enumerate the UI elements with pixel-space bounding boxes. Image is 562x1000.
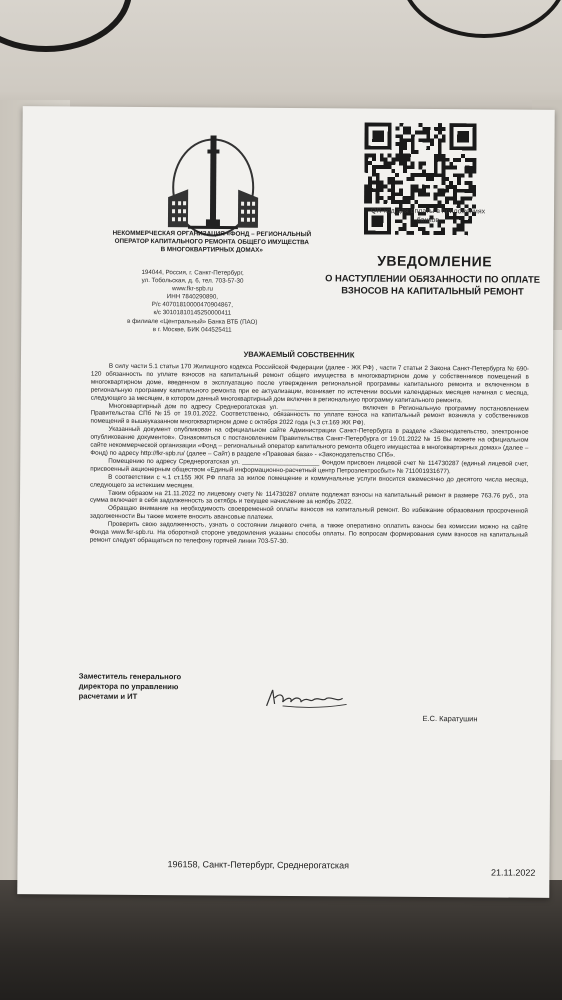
paragraph: Обращаю внимание на необходимость своевременной оплаты взносов на капитальный ремонт. Во избежание образования просроченной задолженности Вы также можете вносить авансовые платежи. <box>89 505 528 522</box>
paragraph: Помещению по адресу Среднерогатская ул. ______________________ Фондом присвоен лицевой счет № 114730287 (единый лицевой счет, присвоенный акционерным обществом «Единый информационно-расчетный центр Петроэлектросбыт» № 711001931677). <box>90 457 529 475</box>
organization-details <box>117 269 267 335</box>
notice-subtitle: О НАСТУПЛЕНИИ ОБЯЗАННОСТИ ПО ОПЛАТЕ ВЗНОСОВ НА КАПИТАЛЬНЫЙ РЕМОНТ <box>325 272 541 297</box>
notice-title: УВЕДОМЛЕНИЕ <box>377 252 493 270</box>
footer-date: 21.11.2022 <box>490 867 536 878</box>
fund-logo <box>158 131 269 246</box>
organization-name: НЕКОММЕРЧЕСКАЯ ОРГАНИЗАЦИЯ «ФОНД – РЕГИОНАЛЬНЫЙ ОПЕРАТОР КАПИТАЛЬНОГО РЕМОНТА ОБЩЕГО ИМУЩЕСТВА В МНОГОКВАРТИРНЫХ ДОМАХ» <box>112 229 312 254</box>
notice-paper <box>17 106 554 898</box>
org-detail-line: www.fkr-spb.ru <box>171 285 213 293</box>
handwritten-signature <box>263 686 353 713</box>
org-detail-line: в г. Москве, БИК 044525411 <box>152 325 232 334</box>
greeting: УВАЖАЕМЫЙ СОБСТВЕННИК <box>243 349 355 360</box>
paragraph: Многоквартирный дом по адресу Среднерогатская ул. ______________________ включен в Региональную программу постановлением Правительства СПб №15 от 19.01.2022. Соответственно, обязанность по уплате взноса на капитальный ремонт возникла у собственников помещений в вышеуказанном многоквартирном доме с октября 2022 года (ч.3 ст.169 ЖК РФ). <box>90 402 529 427</box>
org-detail-line: в филиале «Центральный» Банка ВТБ (ПАО) <box>127 317 258 326</box>
footer-address: 196158, Санкт-Петербург, Среднерогатская <box>167 859 349 871</box>
notice-body <box>90 363 529 548</box>
signer-position: Заместитель генерального директора по управлению расчетами и ИТ <box>78 671 182 701</box>
paragraph: В соответствии с ч.1 ст.155 ЖК РФ плата за жилое помещение и коммунальные услуги вносится ежемесячно до десятого числа месяца, следующего за истекшим месяцем. <box>90 473 529 489</box>
paragraph: Указанный документ опубликован на официальном сайте Администрации Санкт-Петербурга в разделе «Законодательство, электронное опубликование документов». Ознакомиться с постановлением Правительства Санкт-Петербурга от 19.01.2022 № 15 Вы можете на официальном сайте некоммерческой организации «Фонд – региональный оператор капитального ремонта общего имущества в многоквартирных домах» (далее – Фонд) по адресу http://fkr-spb.ru/ (далее – Сайт) в разделе «Правовая база» - «Законодательство СПб». <box>90 426 529 459</box>
org-detail-line: ул. Тобольская, д. 6, тел. 703-57-30 <box>141 277 244 285</box>
background-bottom <box>0 880 562 1000</box>
org-detail-line: к/с 30101810145250000411 <box>153 309 232 318</box>
qr-caption: QR-код для оплаты в приложениях банков <box>370 207 486 225</box>
paragraph: В силу части 5.1 статьи 170 Жилищного кодекса Российской Федерации (далее - ЖК РФ) , части 7 статьи 2 Закона Санкт-Петербурга № 690-120 обязанность по уплате взносов на капитальный ремонт общего имущества в многоквартирном доме у собственников помещений в многоквартирном доме, введенном в эксплуатацию после утверждения региональной программы капитального ремонта и включенном в региональную программу капитального ремонта при ее актуализации, возникает по истечении восьми календарных месяцев начиная с месяца, следующего за месяцем, в котором данный многоквартирный дом включен в региональную программу капитального ремонта. <box>90 362 529 404</box>
paragraph: Таким образом на 21.11.2022 по лицевому счету № 114730287 оплате подлежат взносы на капитальный ремонт в размере 763.76 руб., эта сумма включает в себя задолженность за октябрь и текущее начисление за ноябрь 2022. <box>89 489 529 506</box>
paragraph: Проверить свою задолженность, узнать о состоянии лицевого счета, а также оперативно оплатить взносы без комиссии можно на сайте Фонда www.fkr-spb.ru. На оборотной стороне уведомления указаны способы оплаты. По вопросам формирования сумм взносов на капитальный ремонт следует обращаться по телефону горячей линии 703-57-30. <box>89 520 528 545</box>
org-detail-line: Р/с 40701810000470904867, <box>151 301 233 309</box>
org-detail-line: 194044, Россия, г. Санкт-Петербург, <box>141 268 244 277</box>
signer-name: Е.С. Каратушин <box>422 713 478 724</box>
org-detail-line: ИНН 7840290890, <box>166 293 219 301</box>
